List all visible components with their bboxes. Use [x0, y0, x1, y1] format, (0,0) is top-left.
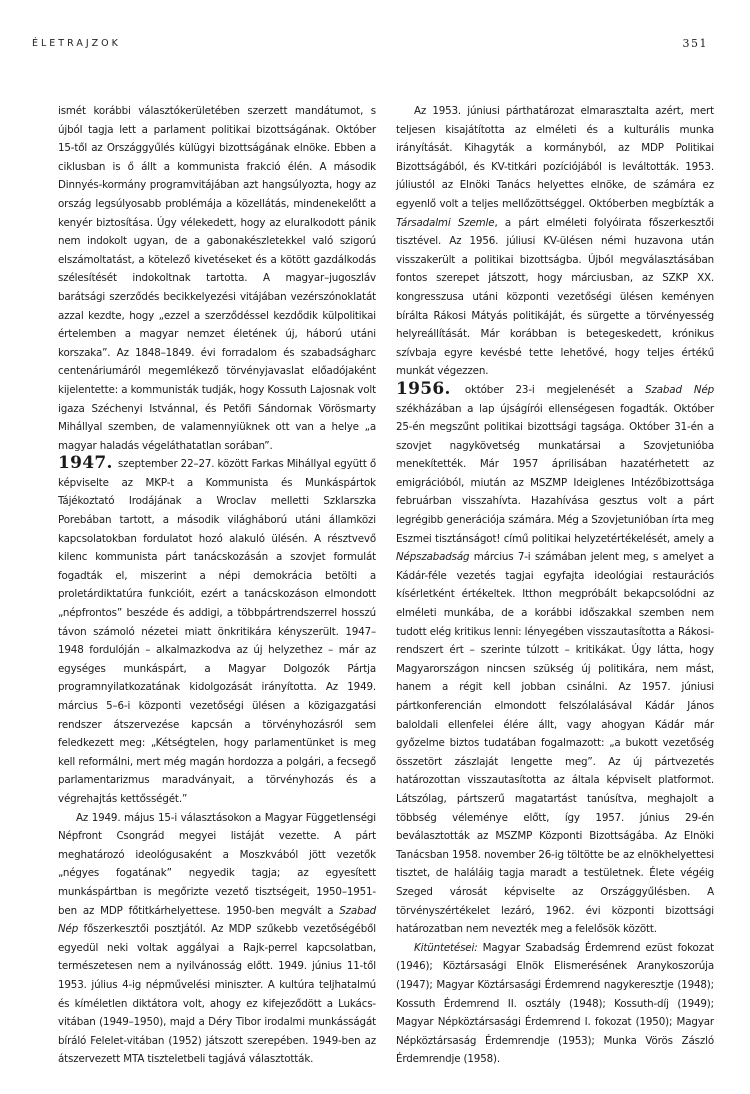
paragraph	[396, 939, 714, 1069]
italic-title: Társadalmi Szemle	[396, 216, 495, 229]
paragraph-text: Magyar Szabadság Érdemrend ezüst fokozat (1946); Köztársasági Elnök Elismerésének Aranykoszorúja (1947); Magyar Köztársasági Érdemrend nagykeresztje (1948); Kossuth Érdemrend II. osztály (1948); Kossuth-díj (1949); Magyar Népköztársasági Érdemrend I. fokozat (1950); Magyar Népköztársaság Érdemrendje (1953); Munka Vörös Zászló Érdemrendje (1958).	[396, 941, 714, 1066]
paragraph-text: székházában a lap újságírói ellenségesen fogadták. Október 25-én megszűnt politikai bizottsági tagsága. Október 31-én a szovjet nagykövetség munkatársai a Szovjetunióba menekítették. Már 1957 áprilisában hazatérhetett az emigrációból, miután az MSZMP Ideiglenes Intézőbizottsága februárban visszahívta. Hazahívása gesztus volt a párt legrégibb generációja számára. Még a Szovjetunióban írta meg Eszmei tisztánságot! című politikai helyzetértékelését, amely a	[396, 402, 714, 545]
paragraph-text: szeptember 22–27. között Farkas Mihállyal együtt ő képviselte az MKP-t a Kommunista és Munkáspártok Tájékoztató Irodájának a Wroclav melletti Szklarszka Porebában tartott, a második világháború utáni államközi kapcsolatokban fordulatot hozó alakuló ülésén. A résztvevő kilenc kommunista párt tanácskozásán a szovjet formulát fogadták el, miszerint a népi demokrácia betölti a proletárdiktatúra funkcióit, ezért a tanácskozáson elmondott „népfrontos” beszéde és addigi, a többpártrendszerrel hosszú távon számoló nézetei miatt önkritikára kényszerült. 1947–1948 fordulóján – alkalmazkodva az új helyzethez – már az egységes munkáspárt, a Magyar Dolgozók Pártja programnyilatkozatának kidolgozását irányította. Az 1949. március 5–6-i központi vezetőségi ülésen a közigazgatási rendszer átszervezése kapcsán a törvényhozásról sem feledkezett meg: „Kétségtelen, hogy parlamentünket is meg kell reformálni, mert még magán hordozza a polgári, a fecsegő parlamentarizmus maradványait, a törvényhozás és a végrehajtás kettősségét.”	[58, 458, 377, 805]
paragraph-text: , a párt elméleti folyóirata főszerkesztői tisztével. Az 1956. júliusi KV-ülésen némi huzavona után visszakerült a politikai bizottságba. Újból megválasztásában fontos szerepet játszott, hogy márciusban, az SZKP XX. kongresszusa utáni központi vezetőségi ülésen keményen bírálta Rákosi Mátyás politikáját, és sürgette a törvényesség helyreállítását. Már korábban is betegeskedett, krónikus szívbaja egyre kevésbé tette lehetővé, hogy teljes értékű munkát végezzen.	[396, 216, 715, 378]
paragraph-text: Az 1953. júniusi párthatározat elmarasztalta azért, mert teljesen kisajátította az elméleti és a kulturális munka irányítását. Kihagyták a kormányból, az MDP Politikai Bizottságából, és KV-titkári pozíciójából is leváltották. 1953. júliustól az Elnöki Tanács helyettes elnöke, de számára ez egyenlő volt a teljes mellőzöttséggel. Októberben megbízták a	[396, 105, 714, 210]
italic-title: Szabad Nép	[58, 904, 376, 936]
paragraph	[58, 809, 376, 1069]
paragraph-text: október 23-i megjelenését a	[464, 383, 634, 396]
paragraph	[58, 455, 376, 808]
italic-label: Kitüntetései:	[414, 941, 478, 954]
paragraph-text: Az 1949. május 15-i választásokon a Magyar Függetlenségi Népfront Csongrád megyei listáját vezette. A párt meghatározó ideológusaként a Moszkvából jött vezetők „négyes fogatának” negyedik tagja; az egyesített munkáspártban is megőrizte vezető tisztségeit, 1950–1951-ben az MDP főtitkárhelyettese. 1950-ben megvált a	[58, 811, 376, 917]
left-column	[58, 102, 376, 1069]
italic-title: Népszabadság	[396, 551, 470, 564]
page-number: 351	[682, 37, 708, 50]
paragraph-text: március 7-i számában jelent meg, s amelyet a Kádár-féle vezetés tagjai egyfajta ideológiai restaurációs kísérletként értékeltek. Itthon megpróbált bekapcsolódni az elméleti munkába, de a korábbi időszakkal szemben nem tudott elég kritikus lenni: lényegében visszautasította a Rákosi-rendszert ért – szerinte túlzott – kritikákat. Úgy látta, hogy Magyarországon nincsen szükség új politikára, nem mást, hanem a régit kell jobban csinálni. Az 1957. júniusi pártkonferencián elmondott felszólalásával Kádár János baloldali ellenfelei élére állt, vagy ahogyan Kádár már győzelme biztos tudatában fogalmazott: „a bukott vezetőség összetört zászlaját lengette meg”. Az új pártvezetés határozottan visszautasította az általa képviselt platformot. Látszólag, pártszerű magatartást tanúsítva, meghajolt a többség véleménye előtt, így 1957. június 29-én beválasztották az MSZMP Központi Bizottságába. Az Elnöki Tanácsban 1958. november 26-ig töltötte be az elnökhelyettesi tisztet, de haláláig tagja maradt a testületnek. Élete végéig Szeged városát képviselte az Országgyűlésben. A törvényszértékelet lezáró, 1962. évi központi bizottsági határozatban nem nevezték meg a felelősök között.	[396, 551, 714, 936]
right-column	[396, 102, 714, 1069]
page-header	[32, 38, 708, 52]
year-marker: 1956.	[396, 378, 451, 399]
paragraph	[58, 102, 376, 455]
paragraph	[396, 102, 714, 381]
paragraph-text: főszerkesztői posztjától. Az MDP szűkebb vezetőségéből egyedül neki voltak aggályai a Rajk-perrel kapcsolatban, természetesen nem a nyilvánosság előtt. 1949. június 11-től 1953. július 4-ig népművelési miniszter. A kultúra teljhatalmú és kíméletlen diktátora volt, ahogy ez kifejeződött a Lukács-vitában (1949–1950), majd a Déry Tibor irodalmi munkásságát bíráló Felelet-vitában (1952) játszott szerepében. 1949-ben az átszervezett MTA tiszteletbeli tagjává választották.	[58, 923, 376, 1066]
paragraph-text: ismét korábbi választókerületében szerzett mandátumot, s újból tagja lett a parlament politikai bizottságának. Október 15-től az Országgyűlés külügyi bizottságának elnöke. Ebben a ciklusban is ő állt a kommunista frakció élén. A második Dinnyés-kormány programvitájában azt hangsúlyozta, hogy az ország legsúlyosabb problémája a közellátás, mindenekelőtt a kenyér biztosítása. Úgy vélekedett, hogy az eluralkodott pánik nem indokolt ugyan, de a gabonakészletekkel való szigorú elszámoltatást, a kötelező kivetéseket és a kötött gazdálkodás szélesítését indokoltnak tartotta. A magyar–jugoszláv barátsági szerződés becikkelyezési vitájában vezérszónoklatát azzal kezdte, hogy „ezzel a szerződéssel kezdődik külpolitikai értelemben a magyar nemzet életének új, háború utáni korszaka”. Az 1848–1849. évi forradalom és szabadságharc centenáriumáról megemlékező törvényjavaslat előadójaként kijelentette: a kommunisták tudják, hogy Kossuth Lajosnak volt igaza Széchenyi Istvánnal, és Petőfi Sándornak Vörösmarty Mihállyal szemben, de valamennyiüknek ott van a helye „a magyar haladás végeláthatatlan sorában”.	[58, 105, 376, 452]
paragraph	[396, 378, 715, 939]
year-marker: 1947.	[58, 453, 113, 474]
italic-title: Szabad Nép	[645, 383, 715, 396]
running-head: ÉLETRAJZOK	[32, 38, 121, 49]
